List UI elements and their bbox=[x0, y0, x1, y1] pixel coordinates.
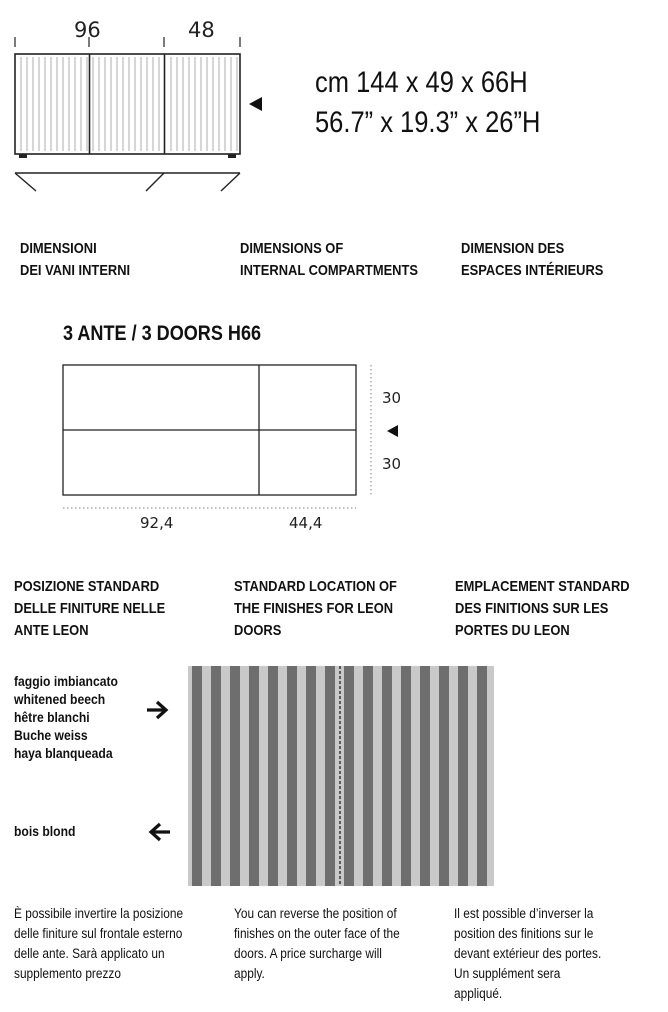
header-line: STANDARD LOCATION OF bbox=[234, 578, 397, 595]
header-internal-dimensions-it bbox=[20, 238, 130, 282]
compartments-title: 3 ANTE / 3 DOORS H66 bbox=[63, 322, 262, 345]
note-reverse-finishes-fr bbox=[454, 904, 665, 1004]
header-line: ESPACES INTÉRIEURS bbox=[461, 262, 604, 279]
finish-label-line: Buche weiss bbox=[14, 728, 88, 743]
finish-label-line: faggio imbiancato bbox=[14, 674, 118, 689]
note-reverse-finishes-en bbox=[234, 904, 445, 984]
finish-label-line: haya blanqueada bbox=[14, 746, 113, 761]
header-line: PORTES DU LEON bbox=[455, 622, 570, 639]
arrow-left-icon bbox=[146, 821, 172, 843]
header-internal-dimensions-fr bbox=[461, 238, 603, 282]
header-line: INTERNAL COMPARTMENTS bbox=[240, 262, 418, 279]
note-line: Il est possible d’inverser la bbox=[454, 906, 594, 921]
header-internal-dimensions-en bbox=[240, 238, 418, 282]
width-label-96: 96 bbox=[74, 18, 101, 42]
note-reverse-finishes-it bbox=[14, 904, 225, 984]
overall-dimensions-metric: cm 144 x 49 x 66H bbox=[315, 66, 528, 99]
note-line: appliqué. bbox=[454, 986, 503, 1001]
header-line: DEI VANI INTERNI bbox=[20, 262, 131, 279]
header-finish-location-en bbox=[234, 576, 397, 642]
header-line: THE FINISHES FOR LEON bbox=[234, 600, 394, 617]
note-line: delle ante. Sarà applicato un bbox=[14, 946, 165, 961]
note-line: Un supplément sera bbox=[454, 966, 561, 981]
note-line: È possibile invertire la posizione bbox=[14, 906, 184, 921]
overall-dimensions-imperial: 56.7” x 19.3” x 26”H bbox=[315, 106, 541, 139]
compartments-diagram bbox=[55, 355, 395, 520]
header-line: DIMENSIONS OF bbox=[240, 240, 344, 257]
compartment-height-bottom: 30 bbox=[382, 455, 402, 473]
note-line: supplemento prezzo bbox=[14, 966, 121, 981]
finish-label-line: hêtre blanchi bbox=[14, 710, 90, 725]
note-line: delle finiture sul frontale esterno bbox=[14, 926, 183, 941]
compartment-height-top: 30 bbox=[382, 389, 402, 407]
header-line: DES FINITIONS SUR LES bbox=[455, 600, 609, 617]
compartment-width-left: 92,4 bbox=[140, 514, 174, 532]
header-line: DIMENSIONI bbox=[20, 240, 97, 257]
finish-label-line: whitened beech bbox=[14, 692, 106, 707]
header-line: EMPLACEMENT STANDARD bbox=[455, 578, 630, 595]
header-finish-location-fr bbox=[455, 576, 630, 642]
header-finish-location-it bbox=[14, 576, 165, 642]
note-line: You can reverse the position of bbox=[234, 906, 397, 921]
finish-label-bois-blond: bois blond bbox=[14, 824, 76, 839]
note-line: devant extérieur des portes. bbox=[454, 946, 602, 961]
triangle-left-icon bbox=[248, 96, 264, 112]
header-line: DELLE FINITURE NELLE bbox=[14, 600, 166, 617]
sideboard-drawing bbox=[0, 0, 280, 200]
note-line: apply. bbox=[234, 966, 265, 981]
header-line: ANTE LEON bbox=[14, 622, 89, 639]
header-line: DOORS bbox=[234, 622, 282, 639]
finish-label-whitened-beech bbox=[14, 673, 118, 763]
compartment-width-right: 44,4 bbox=[289, 514, 323, 532]
arrow-right-icon bbox=[145, 699, 171, 721]
triangle-left-icon bbox=[386, 424, 400, 438]
header-line: POSIZIONE STANDARD bbox=[14, 578, 160, 595]
leon-door-finish-sample bbox=[188, 666, 494, 886]
note-line: position des finitions sur le bbox=[454, 926, 594, 941]
width-label-48: 48 bbox=[188, 18, 215, 42]
note-line: finishes on the outer face of the bbox=[234, 926, 400, 941]
note-line: doors. A price surcharge will bbox=[234, 946, 382, 961]
header-line: DIMENSION DES bbox=[461, 240, 565, 257]
